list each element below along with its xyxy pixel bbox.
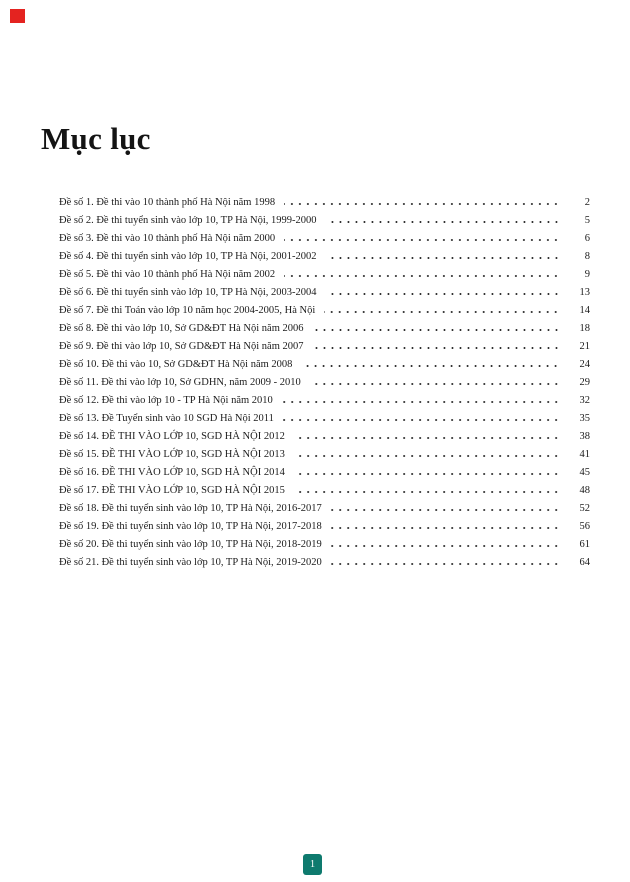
toc-entry[interactable] bbox=[59, 356, 590, 374]
dot-leader bbox=[284, 203, 560, 206]
toc-entry[interactable] bbox=[59, 536, 590, 554]
toc-entry-label: Đề số 21. Đề thi tuyển sinh vào lớp 10, TP Hà Nội, 2019-2020 bbox=[59, 557, 322, 568]
toc-entry-page-number: 2 bbox=[584, 197, 590, 208]
toc-entry-page-number: 64 bbox=[579, 557, 590, 568]
red-corner-mark-icon bbox=[10, 9, 25, 23]
dot-leader bbox=[294, 455, 560, 458]
toc-entry[interactable] bbox=[59, 338, 590, 356]
toc-entry[interactable] bbox=[59, 428, 590, 446]
toc-entry-page-number: 8 bbox=[584, 251, 590, 262]
toc-entry-page-number: 29 bbox=[579, 377, 590, 388]
toc-entry-label: Đề số 6. Đề thi tuyển sinh vào lớp 10, TP Hà Nội, 2003-2004 bbox=[59, 287, 317, 298]
dot-leader bbox=[331, 509, 560, 512]
toc-entry-page-number: 35 bbox=[579, 413, 590, 424]
toc-entry-label: Đề số 7. Đề thi Toán vào lớp 10 năm học 2004-2005, Hà Nội bbox=[59, 305, 316, 316]
dot-leader bbox=[324, 311, 560, 314]
toc-entry-label: Đề số 11. Đề thi vào lớp 10, Sở GDHN, năm 2009 - 2010 bbox=[59, 377, 301, 388]
toc-entry-label: Đề số 1. Đề thi vào 10 thành phố Hà Nội năm 1998 bbox=[59, 197, 276, 208]
toc-entry-label: Đề số 20. Đề thi tuyển sinh vào lớp 10, TP Hà Nội, 2018-2019 bbox=[59, 539, 322, 550]
toc-entry[interactable] bbox=[59, 554, 590, 572]
toc-entry-page-number: 45 bbox=[579, 467, 590, 478]
toc-entry-label: Đề số 10. Đề thi vào 10, Sở GD&ĐT Hà Nội năm 2008 bbox=[59, 359, 293, 370]
toc-entry[interactable] bbox=[59, 266, 590, 284]
footer-page-number: 1 bbox=[303, 854, 322, 875]
toc-entry-page-number: 52 bbox=[579, 503, 590, 514]
toc-entry-label: Đề số 14. ĐỀ THI VÀO LỚP 10, SGD HÀ NỘI 2012 bbox=[59, 431, 285, 442]
toc-entry-page-number: 5 bbox=[584, 215, 590, 226]
toc-entry-page-number: 38 bbox=[579, 431, 590, 442]
dot-leader bbox=[310, 383, 560, 386]
toc-entry[interactable] bbox=[59, 302, 590, 320]
dot-leader bbox=[283, 419, 560, 422]
toc-entry-label: Đề số 12. Đề thi vào lớp 10 - TP Hà Nội năm 2010 bbox=[59, 395, 273, 406]
toc-entry[interactable] bbox=[59, 284, 590, 302]
dot-leader bbox=[313, 347, 560, 350]
toc-entry-label: Đề số 4. Đề thi tuyển sinh vào lớp 10, TP Hà Nội, 2001-2002 bbox=[59, 251, 317, 262]
dot-leader bbox=[331, 563, 560, 566]
dot-leader bbox=[326, 293, 560, 296]
toc-entry-label: Đề số 16. ĐỀ THI VÀO LỚP 10, SGD HÀ NỘI 2014 bbox=[59, 467, 285, 478]
dot-leader bbox=[331, 545, 560, 548]
dot-leader bbox=[282, 401, 560, 404]
toc-entry-label: Đề số 15. ĐỀ THI VÀO LỚP 10, SGD HÀ NỘI 2013 bbox=[59, 449, 285, 460]
toc-entry-label: Đề số 5. Đề thi vào 10 thành phố Hà Nội năm 2002 bbox=[59, 269, 276, 280]
toc-entry-page-number: 41 bbox=[579, 449, 590, 460]
toc-entry-page-number: 32 bbox=[579, 395, 590, 406]
toc-entry[interactable] bbox=[59, 500, 590, 518]
dot-leader bbox=[326, 221, 560, 224]
toc-entry[interactable] bbox=[59, 320, 590, 338]
toc-entry[interactable] bbox=[59, 374, 590, 392]
toc-entry-page-number: 6 bbox=[584, 233, 590, 244]
toc-entry[interactable] bbox=[59, 392, 590, 410]
toc-entry-label: Đề số 3. Đề thi vào 10 thành phố Hà Nội năm 2000 bbox=[59, 233, 276, 244]
dot-leader bbox=[326, 257, 560, 260]
dot-leader bbox=[284, 275, 560, 278]
page-title: Mục lục bbox=[41, 121, 151, 156]
table-of-contents bbox=[59, 194, 590, 572]
toc-entry[interactable] bbox=[59, 230, 590, 248]
dot-leader bbox=[294, 437, 560, 440]
toc-entry[interactable] bbox=[59, 518, 590, 536]
toc-entry-page-number: 9 bbox=[584, 269, 590, 280]
toc-entry-page-number: 21 bbox=[579, 341, 590, 352]
dot-leader bbox=[294, 491, 560, 494]
toc-entry-page-number: 61 bbox=[579, 539, 590, 550]
toc-entry-label: Đề số 8. Đề thi vào lớp 10, Sở GD&ĐT Hà Nội năm 2006 bbox=[59, 323, 304, 334]
toc-entry-page-number: 48 bbox=[579, 485, 590, 496]
toc-entry[interactable] bbox=[59, 212, 590, 230]
toc-entry-page-number: 13 bbox=[579, 287, 590, 298]
toc-entry-page-number: 18 bbox=[579, 323, 590, 334]
dot-leader bbox=[331, 527, 560, 530]
toc-entry-page-number: 56 bbox=[579, 521, 590, 532]
toc-entry[interactable] bbox=[59, 464, 590, 482]
toc-entry-label: Đề số 18. Đề thi tuyển sinh vào lớp 10, TP Hà Nội, 2016-2017 bbox=[59, 503, 322, 514]
toc-entry-page-number: 14 bbox=[579, 305, 590, 316]
toc-entry-label: Đề số 17. ĐỀ THI VÀO LỚP 10, SGD HÀ NỘI 2015 bbox=[59, 485, 285, 496]
toc-entry[interactable] bbox=[59, 248, 590, 266]
toc-entry-label: Đề số 9. Đề thi vào lớp 10, Sở GD&ĐT Hà Nội năm 2007 bbox=[59, 341, 304, 352]
toc-entry-page-number: 24 bbox=[579, 359, 590, 370]
toc-entry[interactable] bbox=[59, 482, 590, 500]
dot-leader bbox=[301, 365, 560, 368]
dot-leader bbox=[284, 239, 560, 242]
dot-leader bbox=[313, 329, 560, 332]
toc-entry-label: Đề số 13. Đề Tuyển sinh vào 10 SGD Hà Nội 2011 bbox=[59, 413, 274, 424]
toc-entry[interactable] bbox=[59, 410, 590, 428]
toc-entry[interactable] bbox=[59, 446, 590, 464]
toc-entry-label: Đề số 19. Đề thi tuyển sinh vào lớp 10, TP Hà Nội, 2017-2018 bbox=[59, 521, 322, 532]
dot-leader bbox=[294, 473, 560, 476]
toc-entry[interactable] bbox=[59, 194, 590, 212]
toc-entry-label: Đề số 2. Đề thi tuyển sinh vào lớp 10, TP Hà Nội, 1999-2000 bbox=[59, 215, 317, 226]
